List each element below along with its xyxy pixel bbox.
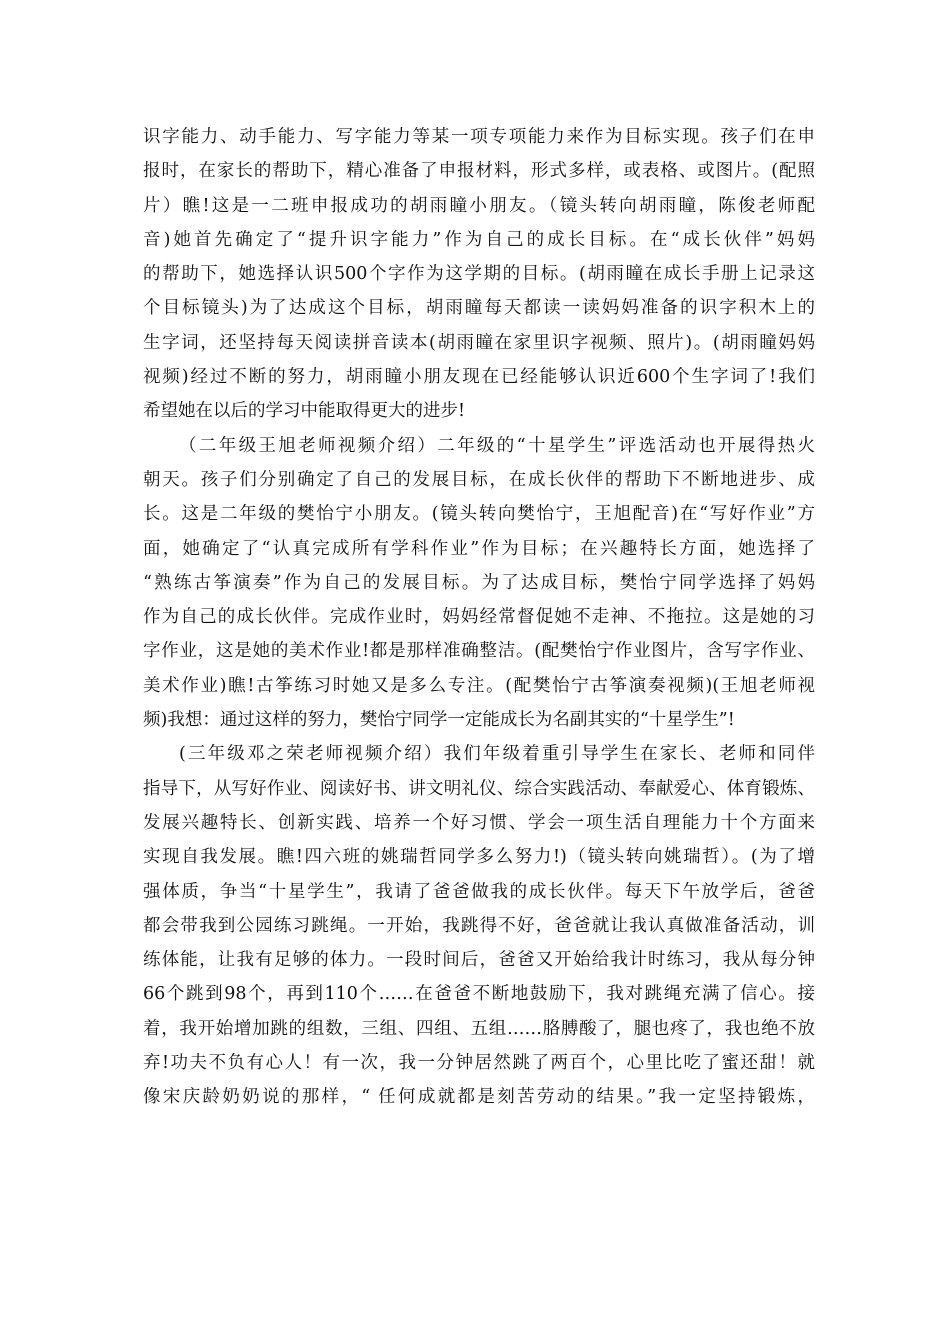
text-line: 生字词，还坚持每天阅读拼音读本(胡雨瞳在家里识字视频、照片)。(胡雨瞳妈妈 <box>143 332 815 353</box>
text-line: 作为自己的成长伙伴。完成作业时，妈妈经常督促她不走神、不拖拉。这是她的习 <box>143 607 815 628</box>
text-line: 着，我开始增加跳的组数，三组、四组、五组……胳膊酸了，腿也疼了，我也绝不放 <box>143 1018 815 1039</box>
text-line: 识字能力、动手能力、写字能力等某一项专项能力来作为目标实现。孩子们在申 <box>143 127 815 147</box>
text-line: “熟练古筝演奏”作为自己的发展目标。为了达成目标，樊怡宁同学选择了妈妈 <box>143 572 815 593</box>
text-line: 66个跳到98个，再到110个……在爸爸不断地鼓励下，我对跳绳充满了信心。接 <box>143 984 815 1005</box>
text-line: 弃!功夫不负有心人！有一次，我一分钟居然跳了两百个，心里比吃了蜜还甜！就 <box>143 1053 815 1074</box>
text-line: 希望她在以后的学习中能取得更大的进步! <box>143 401 466 422</box>
text-line: 都会带我到公园练习跳绳。一开始，我跳得不好，爸爸就让我认真做准备活动，训 <box>143 915 815 936</box>
text-line: 指导下，从写好作业、阅读好书、讲文明礼仪、综合实践活动、奉献爱心、体育锻炼、 <box>143 778 815 799</box>
text-line: 视频)经过不断的努力，胡雨瞳小朋友现在已经能够认识近600个生字词了!我们 <box>143 367 815 388</box>
text-line: 面，她确定了“认真完成所有学科作业”作为目标；在兴趣特长方面，她选择了 <box>143 538 815 559</box>
text-line: 像宋庆龄奶奶说的那样，“ 任何成就都是刻苦劳动的结果。”我一定坚持锻炼， <box>143 1087 815 1108</box>
text-line: 朝天。孩子们分别确定了自己的发展目标，在成长伙伴的帮助下不断地进步、成 <box>143 469 815 490</box>
paragraph-2 <box>143 429 815 738</box>
text-line: （二年级王旭老师视频介绍）二年级的“十星学生”评选活动也开展得热火 <box>179 435 815 456</box>
text-line: 字作业，这是她的美术作业!都是那样准确整洁。(配樊怡宁作业图片，含写字作业、 <box>143 641 815 662</box>
text-line: 报时，在家长的帮助下，精心准备了申报材料，形式多样，或表格、或图片。(配照 <box>143 161 815 182</box>
text-line: 频)我想：通过这样的努力，樊怡宁同学一定能成长为名副其实的“十星学生”! <box>143 710 735 731</box>
text-line: 片）瞧!这是一二班申报成功的胡雨瞳小朋友。（镜头转向胡雨瞳，陈俊老师配 <box>143 195 815 216</box>
paragraph-1 <box>143 120 815 429</box>
text-line: 练体能，让我有足够的体力。一段时间后，爸爸又开始给我计时练习，我从每分钟 <box>143 950 815 971</box>
text-line: 的帮助下，她选择认识500个字作为这学期的目标。(胡雨瞳在成长手册上记录这 <box>143 264 815 285</box>
text-line: (三年级邓之荣老师视频介绍）我们年级着重引导学生在家长、老师和同伴 <box>179 744 815 765</box>
text-line: 个目标镜头)为了达成这个目标，胡雨瞳每天都读一读妈妈准备的识字积木上的 <box>143 298 815 319</box>
text-line: 发展兴趣特长、创新实践、培养一个好习惯、学会一项生活自理能力十个方面来 <box>143 812 815 833</box>
text-line: 实现自我发展。瞧!四六班的姚瑞哲同学多么努力!)（镜头转向姚瑞哲）。(为了增 <box>143 847 815 868</box>
text-line: 长。这是二年级的樊怡宁小朋友。(镜头转向樊怡宁，王旭配音)在“写好作业”方 <box>143 504 815 525</box>
body-text <box>143 120 815 1115</box>
text-line: 强体质，争当“十星学生”，我请了爸爸做我的成长伙伴。每天下午放学后，爸爸 <box>143 881 815 902</box>
text-line: 音)她首先确定了“提升识字能力”作为自己的成长目标。在“成长伙伴”妈妈 <box>143 229 815 250</box>
paragraph-3 <box>143 737 815 1114</box>
text-line: 美术作业)瞧!古筝练习时她又是多么专注。(配樊怡宁古筝演奏视频)(王旭老师视 <box>143 675 815 696</box>
